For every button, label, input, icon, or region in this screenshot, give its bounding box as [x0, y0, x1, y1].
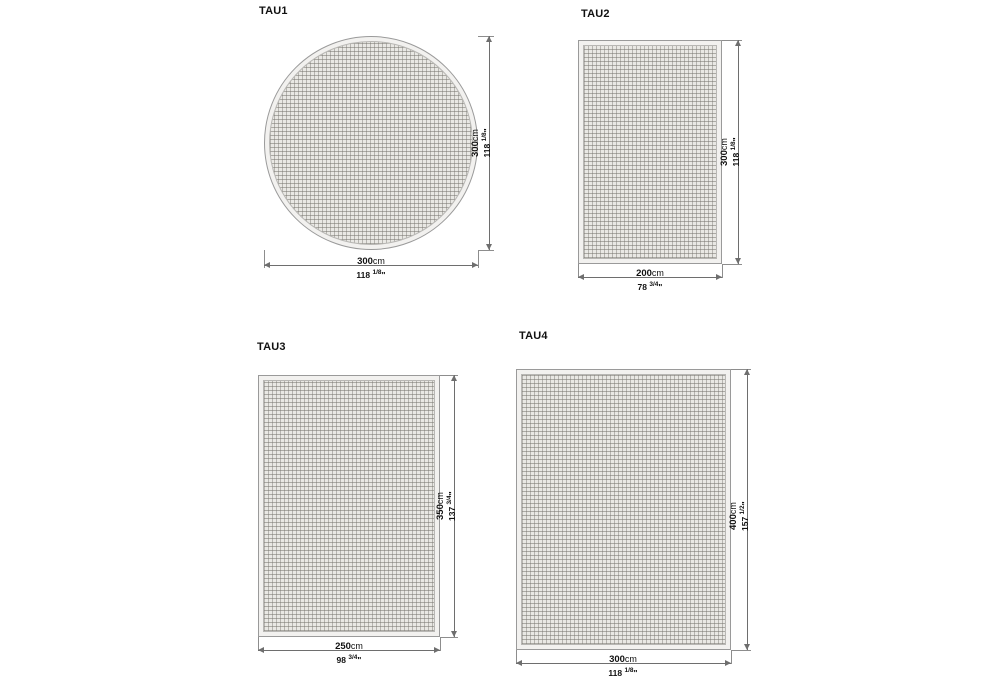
- dimension-tau2-height-imperial: [731, 137, 741, 166]
- tau1-height-metric-value: 300: [470, 141, 481, 157]
- tau2-width-imperial-frac: 3/4: [649, 281, 659, 288]
- tau1-height-imperial-value: 118: [482, 141, 492, 158]
- extension-line-tau2-bottom: [722, 264, 742, 265]
- arrow-tau3-height-top: [451, 375, 457, 381]
- tau1-height-imperial-frac: 1/8: [481, 132, 488, 142]
- tau4-width-metric-value: 300: [609, 654, 625, 665]
- arrow-tau3-width-left: [258, 647, 264, 653]
- dimension-tau3-height: [435, 492, 446, 520]
- tau4-height-metric-value: 400: [728, 514, 739, 530]
- tau4-height-imperial-suffix: ": [740, 501, 750, 506]
- tau1-height-imperial-suffix: ": [482, 128, 492, 133]
- tau3-height-metric-unit: cm: [435, 492, 445, 505]
- rug-pattern-tau2: [583, 45, 717, 259]
- extension-line-tau4-bottom: [731, 650, 751, 651]
- tau1-height-metric-unit: cm: [470, 129, 480, 142]
- rug-pattern-tau4: [521, 374, 726, 645]
- dimension-tau4-width: [563, 654, 683, 678]
- arrow-tau2-height-bottom: [735, 258, 741, 264]
- tau3-height-metric-value: 350: [435, 504, 446, 520]
- arrow-tau4-width-left: [516, 660, 522, 666]
- arrow-tau2-height-top: [735, 40, 741, 46]
- tau3-width-metric-unit: cm: [350, 641, 363, 651]
- tau2-height-imperial-suffix: ": [731, 137, 741, 142]
- rug-shape-tau1: [264, 36, 478, 250]
- dimension-tau4-height-imperial: [740, 501, 750, 531]
- arrow-tau1-height-bottom: [486, 244, 492, 250]
- dimension-tau1-height-imperial: [482, 128, 492, 157]
- rug-shape-tau4: [516, 369, 731, 650]
- tau3-height-imperial-value: 137: [447, 504, 457, 521]
- tau1-width-metric-value: 300: [357, 256, 373, 267]
- rug-shape-tau2: [578, 40, 722, 264]
- arrow-tau4-height-top: [744, 369, 750, 375]
- arrow-tau2-width-left: [578, 274, 584, 280]
- tau3-height-imperial-frac: 3/4: [446, 495, 453, 505]
- dimension-tau1-height: [470, 129, 481, 157]
- tau4-width-imperial-suffix: ": [633, 668, 638, 678]
- extension-line-tau2-right: [722, 264, 723, 278]
- tau2-width-metric-unit: cm: [651, 268, 664, 278]
- tau3-width-metric-value: 250: [335, 641, 351, 652]
- dimension-tau4-height: [728, 502, 739, 530]
- tau4-height-imperial-value: 157: [740, 514, 750, 531]
- dimension-tau2-height: [719, 138, 730, 166]
- item-label-tau3: TAU3: [257, 341, 286, 353]
- tau1-width-imperial-frac: 1/8: [372, 269, 382, 276]
- extension-line-tau3-right: [440, 637, 441, 651]
- tau1-width-metric-unit: cm: [372, 256, 385, 266]
- tau3-height-imperial-suffix: ": [447, 491, 457, 496]
- tau3-width-imperial-frac: 3/4: [348, 654, 358, 661]
- tau3-width-imperial-value: 98: [336, 655, 349, 665]
- tau4-width-imperial-frac: 1/8: [624, 667, 634, 674]
- tau1-width-imperial-value: 118: [356, 270, 373, 280]
- tau4-width-imperial-value: 118: [608, 668, 625, 678]
- arrow-tau4-height-bottom: [744, 644, 750, 650]
- arrow-tau1-width-left: [264, 262, 270, 268]
- extension-line-tau1-bottom: [478, 250, 494, 251]
- arrow-tau4-width-right: [725, 660, 731, 666]
- arrow-tau1-width-right: [472, 262, 478, 268]
- tau2-height-imperial-frac: 1/8: [730, 141, 737, 151]
- tau2-height-metric-unit: cm: [719, 138, 729, 151]
- rug-pattern-tau1: [269, 41, 473, 245]
- tau2-width-imperial-suffix: ": [658, 282, 663, 292]
- item-label-tau1: TAU1: [259, 5, 288, 17]
- extension-line-tau1-right: [478, 250, 479, 268]
- extension-line-tau3-bottom: [440, 637, 458, 638]
- rug-pattern-tau3: [263, 380, 435, 632]
- extension-line-tau4-right: [731, 650, 732, 664]
- tau4-height-imperial-frac: 1/2: [739, 505, 746, 515]
- rug-shape-tau3: [258, 375, 440, 637]
- dimension-tau3-width: [289, 641, 409, 665]
- tau2-width-imperial-value: 78: [637, 282, 650, 292]
- arrow-tau1-height-top: [486, 36, 492, 42]
- tau2-width-metric-value: 200: [636, 268, 652, 279]
- tau2-height-metric-value: 300: [719, 150, 730, 166]
- item-label-tau2: TAU2: [581, 8, 610, 20]
- arrow-tau3-height-bottom: [451, 631, 457, 637]
- arrow-tau2-width-right: [716, 274, 722, 280]
- arrow-tau3-width-right: [434, 647, 440, 653]
- tau4-width-metric-unit: cm: [624, 654, 637, 664]
- tau2-height-imperial-value: 118: [731, 150, 741, 167]
- tau3-width-imperial-suffix: ": [357, 655, 362, 665]
- dimension-tau3-height-imperial: [447, 491, 457, 521]
- item-label-tau4: TAU4: [519, 330, 548, 342]
- tau4-height-metric-unit: cm: [728, 502, 738, 515]
- tau1-width-imperial-suffix: ": [381, 270, 386, 280]
- dimension-tau1-width: [311, 256, 431, 280]
- dimension-tau2-width: [590, 268, 710, 292]
